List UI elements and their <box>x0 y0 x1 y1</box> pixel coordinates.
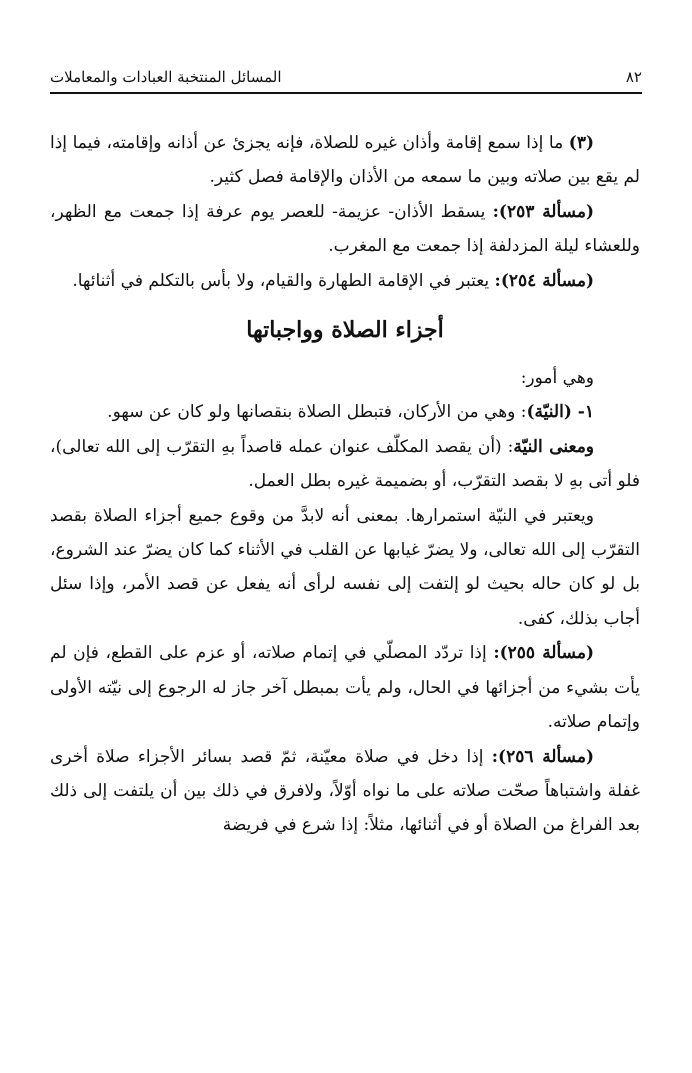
paragraph-masala-255 <box>50 636 640 739</box>
paragraph-text: يسقط الأذان- عزيمة- للعصر يوم عرفة إذا جمعت مع الظهر، وللعشاء ليلة المزدلفة إذا جمعت مع المغرب. <box>50 201 640 257</box>
paragraph-text: يعتبر في الإقامة الطهارة والقيام، ولا بأس بالتكلم في أثنائها. <box>72 270 495 291</box>
paragraph-1 <box>50 126 640 195</box>
paragraph-text: ويعتبر في النيّة استمرارها. بمعنى أنه لابدَّ من وقوع جميع أجزاء الصلاة بقصد التقرّب إلى الله تعالى، ولا يضرّ غيابها عن القلب في الأثناء كما كان يضرّ عند الشروع، بل لو كان حاله بحيث لو إلتفت إلى نفسه لرأى أنه يفعل عن قصد الأمر، وإذا سئل أجاب بذلك، كفى. <box>50 505 640 629</box>
item-label: ١- (النيّة) <box>526 402 594 423</box>
section-heading: أجزاء الصلاة وواجباتها <box>246 317 444 344</box>
paragraph-intro <box>50 361 640 395</box>
paragraph-text: إذا دخل في صلاة معيّنة، ثمّ قصد بسائر الأجزاء صلاة أخرى غفلة واشتباهاً صحّت صلاته على ما نواه أوّلاً، ولافرق في ذلك بين أن يلتفت إلى ذلك بعد الفراغ من الصلاة أو في أثنائها، مثلاً: إذا شرع في فريضة <box>50 746 640 836</box>
masala-label: (مسألة ٢٥٥): <box>493 643 594 664</box>
page-body <box>50 126 640 843</box>
paragraph-niyya <box>50 395 640 429</box>
masala-label: (مسألة ٢٥٦): <box>491 746 594 767</box>
paragraph-text: : وهي من الأركان، فتبطل الصلاة بنقصانها ولو كان عن سهو. <box>107 402 527 423</box>
paragraph-masala-254 <box>50 264 640 298</box>
paragraph-text: ما إذا سمع إقامة وأذان غيره للصلاة، فإنه يجزئ عن أذانه وإقامته، فيما إذا لم يقع بين صلاته وبين ما سمعه من الأذان والإقامة فصل كثير. <box>50 133 640 188</box>
page-header <box>50 62 642 94</box>
masala-label: (مسألة ٢٥٤): <box>494 270 594 291</box>
paragraph-text: إذا تردّد المصلّي في إتمام صلاته، أو عزم على القطع، فإن لم يأت بشيء من أجزائها في الحال، ولم يأت بمبطل آخر جاز له الرجوع إلى نيّته الأولى وإتمام صلاته. <box>50 643 640 733</box>
term-label: ومعنى النيّة <box>513 436 595 457</box>
paragraph-niyya-meaning <box>50 430 640 499</box>
paragraph-text: : (أن يقصد المكلّف عنوان عمله قاصداً بهِ التقرّب إلى الله تعالى)، فلو أتى بهِ لا بقصد التقرّب، أو بضميمة غيره بطل العمل. <box>50 436 640 492</box>
paragraph-continuity <box>50 499 640 637</box>
running-title: المسائل المنتخبة العبادات والمعاملات <box>50 68 282 86</box>
paragraph-text: وهي أمور: <box>520 368 594 389</box>
paragraph-masala-256 <box>50 740 640 843</box>
item-label: (٣) <box>568 133 594 153</box>
page-number: ٨٢ <box>625 68 642 86</box>
masala-label: (مسألة ٢٥٣): <box>492 201 594 222</box>
paragraph-masala-253 <box>50 195 640 264</box>
